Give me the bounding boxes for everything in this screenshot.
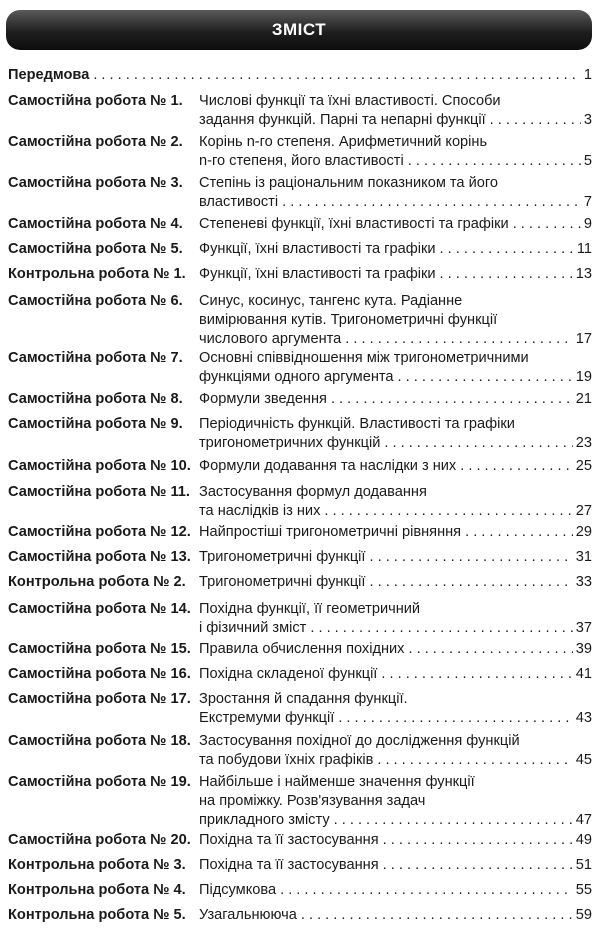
leader-dots bbox=[93, 66, 581, 85]
toc-entry-title-line: задання функцій. Парні та непарні функції bbox=[199, 112, 486, 128]
toc-entry-title-line: Корінь n-го степеня. Арифметичний корінь bbox=[199, 134, 488, 150]
toc-entry-title-line: Тригонометричні функції bbox=[199, 574, 366, 590]
toc-entry-page: 3 bbox=[583, 112, 592, 128]
leader-dots bbox=[369, 548, 572, 567]
toc-entry-page: 31 bbox=[575, 549, 592, 565]
leader-dots bbox=[408, 640, 572, 659]
toc-entry-label: Самостійна робота № 17. bbox=[8, 691, 191, 707]
toc-entry-title-line: Похідна та її застосування bbox=[199, 857, 379, 873]
toc-entry-page: 33 bbox=[575, 574, 592, 590]
toc-entry-title-line: Похідна складеної функції bbox=[199, 666, 378, 682]
leader-dots bbox=[381, 665, 572, 684]
toc-entry-page: 47 bbox=[575, 812, 592, 828]
toc-entry-page: 11 bbox=[576, 241, 592, 257]
toc-entry-title-line: Найпростіші тригонометричні рівняння bbox=[199, 524, 462, 540]
toc-entry-title-line: Періодичність функцій. Властивості та графіки bbox=[199, 416, 515, 432]
toc-entry-label: Самостійна робота № 5. bbox=[8, 241, 183, 257]
toc-entry-title-line: Функції, їхні властивості та графіки bbox=[199, 241, 436, 257]
leader-dots bbox=[440, 265, 573, 284]
toc-entry-title-line: Степінь із раціональним показником та його bbox=[199, 175, 498, 191]
toc-entry-title-line: n-го степеня, його властивості bbox=[199, 153, 404, 169]
leader-dots bbox=[324, 502, 572, 521]
toc-entry-title-line: Екстремуми функції bbox=[199, 710, 335, 726]
toc-entry-page: 51 bbox=[575, 857, 592, 873]
toc-entry-title-line: прикладного змісту bbox=[199, 812, 330, 828]
toc-entry-label: Самостійна робота № 16. bbox=[8, 666, 191, 682]
toc-entry-label: Самостійна робота № 9. bbox=[8, 416, 183, 432]
toc-entry-label: Самостійна робота № 18. bbox=[8, 733, 191, 749]
toc-entry-page: 29 bbox=[575, 524, 592, 540]
toc-entry-label: Самостійна робота № 19. bbox=[8, 774, 191, 790]
leader-dots bbox=[301, 906, 573, 925]
toc-entry-label: Самостійна робота № 1. bbox=[8, 93, 183, 109]
toc-entry-title-line: Зростання й спадання функції. bbox=[199, 691, 408, 707]
leader-dots bbox=[383, 831, 573, 850]
leader-dots bbox=[334, 811, 573, 830]
toc-entry-page: 13 bbox=[575, 266, 592, 282]
toc-entry-page: 5 bbox=[583, 153, 592, 169]
toc-entry-title-line: Похідна функції, її геометричний bbox=[199, 601, 421, 617]
toc-entry-page: 9 bbox=[583, 216, 592, 232]
toc-entry-label: Контрольна робота № 1. bbox=[8, 266, 186, 282]
toc-entry-label: Самостійна робота № 11. bbox=[8, 484, 190, 500]
toc-entry-title-line: Степеневі функції, їхні властивості та графіки bbox=[199, 216, 509, 232]
toc-entry-label: Самостійна робота № 7. bbox=[8, 350, 183, 366]
toc-entry-title-line: Застосування формул додавання bbox=[199, 484, 427, 500]
toc-entry-title-line: Узагальнююча bbox=[199, 907, 297, 923]
toc-header-title: ЗМІСТ bbox=[271, 20, 327, 39]
toc-entry-title-line: Числові функції та їхні властивості. Способи bbox=[199, 93, 501, 109]
leader-dots bbox=[282, 193, 581, 212]
toc-entry-label: Передмова bbox=[8, 67, 90, 83]
toc-entry-title-line: Тригонометричні функції bbox=[199, 549, 366, 565]
toc-entry-title-line: Похідна та її застосування bbox=[199, 832, 379, 848]
toc-entry-page: 41 bbox=[575, 666, 592, 682]
leader-dots bbox=[331, 390, 573, 409]
leader-dots bbox=[408, 152, 581, 171]
toc-entry-title-line: тригонометричних функцій bbox=[199, 435, 381, 451]
toc-entry-label: Самостійна робота № 20. bbox=[8, 832, 191, 848]
leader-dots bbox=[377, 751, 572, 770]
toc-entry-title-line: властивості bbox=[199, 194, 279, 210]
toc-entry-page: 1 bbox=[583, 67, 592, 83]
toc-entry-title-line: та побудови їхніх графіків bbox=[199, 752, 374, 768]
toc-entry-label: Контрольна робота № 2. bbox=[8, 574, 186, 590]
toc-entry-page: 27 bbox=[575, 503, 592, 519]
toc-entry-page: 17 bbox=[575, 331, 592, 347]
toc-entry-page: 43 bbox=[575, 710, 592, 726]
toc-entry-label: Самостійна робота № 14. bbox=[8, 601, 191, 617]
leader-dots bbox=[383, 856, 573, 875]
leader-dots bbox=[465, 523, 573, 542]
toc-entry-title-line: Функції, їхні властивості та графіки bbox=[199, 266, 436, 282]
toc-entry-page: 7 bbox=[583, 194, 592, 210]
toc-entry-page: 23 bbox=[575, 435, 592, 451]
toc-entry-page: 49 bbox=[575, 832, 592, 848]
toc-entry-label: Контрольна робота № 3. bbox=[8, 857, 186, 873]
toc-entry-title-line: на проміжку. Розв'язування задач bbox=[199, 793, 426, 809]
leader-dots bbox=[345, 330, 573, 349]
leader-dots bbox=[280, 881, 573, 900]
toc-entry-page: 39 bbox=[575, 641, 592, 657]
toc-entry-title-line: і фізичний зміст bbox=[199, 620, 307, 636]
leader-dots bbox=[490, 111, 581, 130]
toc-entry-title-line: Формули додавання та наслідки з них bbox=[199, 458, 457, 474]
leader-dots bbox=[513, 215, 581, 234]
leader-dots bbox=[384, 434, 572, 453]
toc-entry-page: 21 bbox=[575, 391, 592, 407]
toc-entry-label: Самостійна робота № 10. bbox=[8, 458, 191, 474]
toc-entry-label: Самостійна робота № 4. bbox=[8, 216, 183, 232]
toc-entry-label: Самостійна робота № 15. bbox=[8, 641, 191, 657]
toc-entry-label: Самостійна робота № 6. bbox=[8, 293, 183, 309]
toc-entry-label: Самостійна робота № 13. bbox=[8, 549, 191, 565]
toc-entry-page: 55 bbox=[575, 882, 592, 898]
toc-entry-page: 45 bbox=[575, 752, 592, 768]
leader-dots bbox=[440, 240, 574, 259]
toc-entry-page: 19 bbox=[575, 369, 592, 385]
toc-entry-title-line: функціями одного аргумента bbox=[199, 369, 394, 385]
toc-entry-title-line: числового аргумента bbox=[199, 331, 342, 347]
toc-entry-label: Самостійна робота № 3. bbox=[8, 175, 183, 191]
toc-entry-page: 37 bbox=[575, 620, 592, 636]
leader-dots bbox=[369, 573, 572, 592]
toc-entry-page: 59 bbox=[575, 907, 592, 923]
toc-entry-title-line: Синус, косинус, тангенс кута. Радіанне bbox=[199, 293, 463, 309]
toc-entry-title-line: Формули зведення bbox=[199, 391, 327, 407]
toc-entry-title-line: Застосування похідної до дослідження функцій bbox=[199, 733, 520, 749]
leader-dots bbox=[338, 709, 572, 728]
leader-dots bbox=[398, 368, 573, 387]
toc-entry-label: Самостійна робота № 2. bbox=[8, 134, 183, 150]
toc-entry-title-line: Найбільше і найменше значення функції bbox=[199, 774, 475, 790]
toc-entry-title-line: Правила обчислення похідних bbox=[199, 641, 405, 657]
toc-entry-page: 25 bbox=[575, 458, 592, 474]
toc-entry-label: Самостійна робота № 8. bbox=[8, 391, 183, 407]
toc-entry-title-line: вимірювання кутів. Тригонометричні функції bbox=[199, 312, 498, 328]
leader-dots bbox=[460, 457, 573, 476]
leader-dots bbox=[310, 619, 572, 638]
toc-entry-label: Контрольна робота № 5. bbox=[8, 907, 186, 923]
toc-entry-title-line: Підсумкова bbox=[199, 882, 277, 898]
toc-entry-title-line: та наслідків із них bbox=[199, 503, 321, 519]
toc-entry-label: Контрольна робота № 4. bbox=[8, 882, 186, 898]
toc-entry-title-line: Основні співвідношення між тригонометричними bbox=[199, 350, 529, 366]
toc-entry-label: Самостійна робота № 12. bbox=[8, 524, 191, 540]
